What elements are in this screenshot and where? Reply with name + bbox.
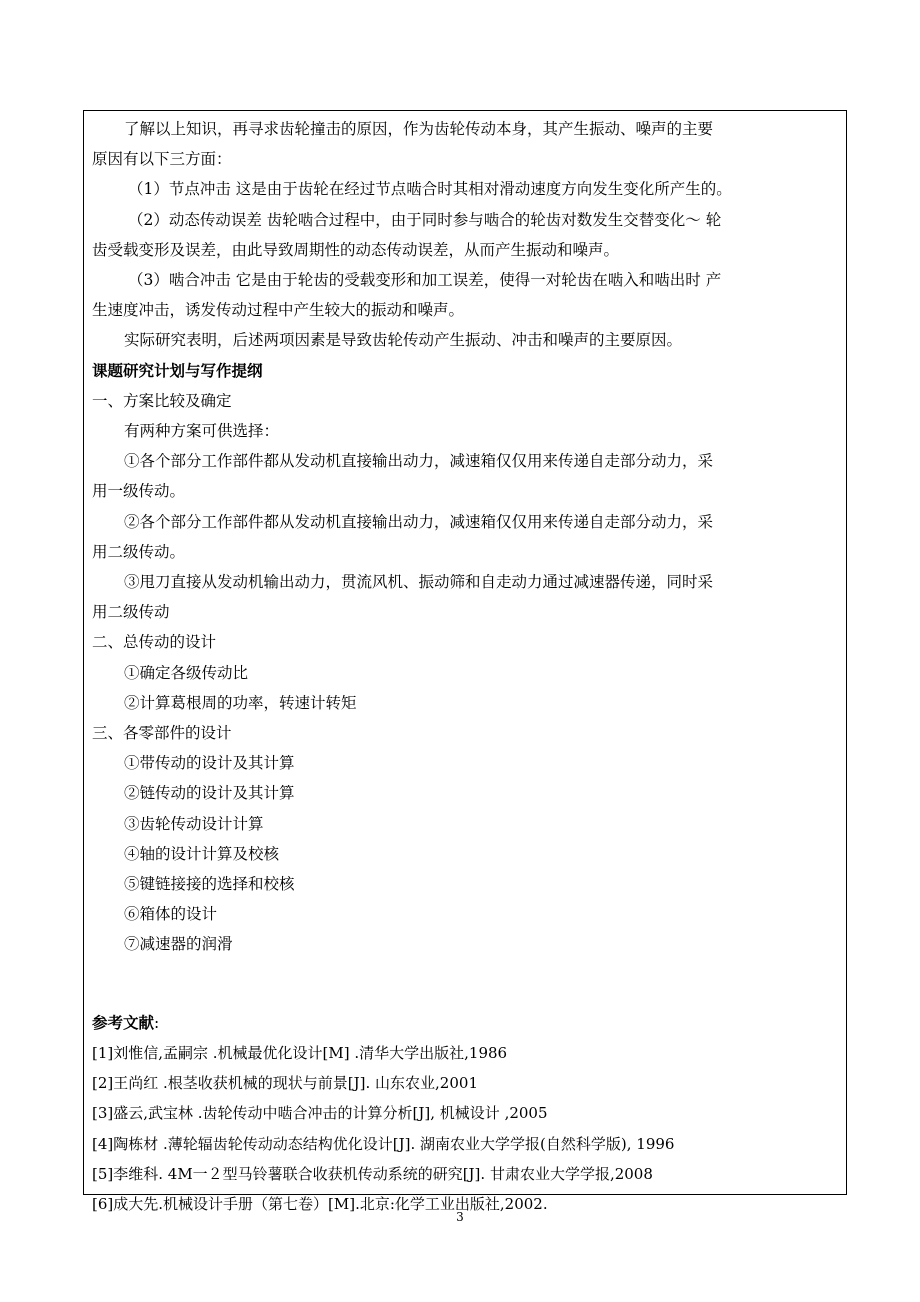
references-heading	[92, 1008, 842, 1038]
list-item: ①确定各级传动比	[124, 663, 249, 682]
option-line: 用二级传动。	[92, 542, 186, 561]
references-colon: :	[154, 1013, 160, 1032]
references-title: 参考文献	[92, 1012, 155, 1032]
paragraph-line: 实际研究表明，后述两项因素是导致齿轮传动产生振动、冲击和噪声的主要原因。	[124, 331, 683, 350]
paragraph-line: 齿受载变形及误差，由此导致周期性的动态传动误差，从而产生振动和噪声。	[92, 240, 620, 259]
option-line: ②各个部分工作部件都从发动机直接输出动力，减速箱仅仅用来传递自走部分动力，采	[124, 512, 714, 531]
list-item: ④轴的设计计算及校核	[124, 844, 280, 863]
list-item: ①带传动的设计及其计算	[124, 754, 295, 773]
list-item: ②计算葛根周的功率，转速计转矩	[124, 693, 357, 712]
subsection-title: 三、各零部件的设计	[92, 724, 232, 743]
spacer	[92, 960, 842, 1008]
option-line: 用二级传动	[92, 603, 170, 622]
paragraph-line: （1）节点冲击 这是由于齿轮在经过节点啮合时其相对滑动速度方向发生变化所产生的。	[128, 180, 732, 199]
section-heading: 课题研究计划与写作提纲	[92, 360, 263, 380]
reference-item: [1]刘惟信,孟嗣宗 .机械最优化设计[M] .清华大学出版社,1986	[92, 1043, 508, 1062]
reference-item: [6]成大先.机械设计手册（第七卷）[M].北京:化学工业出版社,2002.	[92, 1194, 548, 1213]
paragraph-line: 原因有以下三方面：	[92, 150, 232, 169]
list-item: ②链传动的设计及其计算	[124, 784, 295, 803]
list-item: ③齿轮传动设计计算	[124, 814, 264, 833]
reference-item: [2]王尚红 .根茎收获机械的现状与前景[J]. 山东农业,2001	[92, 1074, 478, 1093]
option-line: 用一级传动。	[92, 482, 186, 501]
list-item: ⑦减速器的润滑	[124, 935, 233, 954]
page-number: 3	[456, 1210, 464, 1224]
paragraph-line: （2）动态传动误差 齿轮啮合过程中，由于同时参与啮合的轮齿对数发生交替变化～ 轮	[128, 210, 722, 229]
reference-item: [4]陶栋材 .薄轮辐齿轮传动动态结构优化设计[J]. 湖南农业大学学报(自然科学版), 1996	[92, 1134, 675, 1153]
option-line: ①各个部分工作部件都从发动机直接输出动力，减速箱仅仅用来传递自走部分动力，采	[124, 452, 714, 471]
document-body	[92, 114, 842, 1219]
paragraph-line: 有两种方案可供选择：	[124, 422, 280, 441]
paragraph-line: 了解以上知识，再寻求齿轮撞击的原因，作为齿轮传动本身，其产生振动、噪声的主要	[124, 120, 714, 138]
subsection-title: 二、总传动的设计	[92, 633, 217, 652]
reference-item: [3]盛云,武宝林 .齿轮传动中啮合冲击的计算分析[J], 机械设计 ,2005	[92, 1104, 548, 1123]
option-line: ③甩刀直接从发动机输出动力，贯流风机、振动筛和自走动力通过减速器传递，同时采	[124, 573, 714, 592]
list-item: ⑤键链接接的选择和校核	[124, 875, 295, 894]
subsection-title: 一、方案比较及确定	[92, 391, 232, 410]
list-item: ⑥箱体的设计	[124, 905, 218, 924]
reference-item: [5]李维科. 4M一２型马铃薯联合收获机传动系统的研究[J]. 甘肃农业大学学报,2008	[92, 1164, 653, 1183]
paragraph-line: 生速度冲击，诱发传动过程中产生较大的振动和噪声。	[92, 301, 465, 320]
paragraph-line: （3）啮合冲击 它是由于轮齿的受载变形和加工误差，使得一对轮齿在啮入和啮出时 产	[128, 271, 722, 290]
